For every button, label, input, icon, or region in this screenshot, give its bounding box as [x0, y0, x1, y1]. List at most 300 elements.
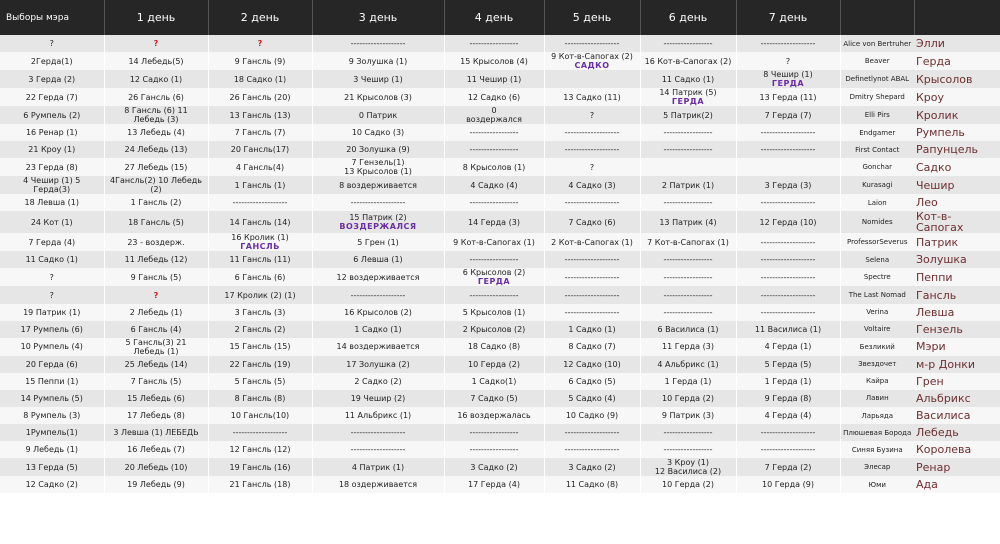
vote-text: 2Герда(1): [30, 56, 73, 66]
vote-cell: [312, 194, 444, 211]
vote-cell: [544, 52, 640, 70]
vote-text: 10 Герда (2): [662, 480, 714, 490]
vote-cell: [208, 373, 312, 390]
vote-text: -------------------: [564, 145, 620, 155]
vote-cell: [640, 424, 736, 441]
vote-cell: [736, 70, 840, 88]
vote-text: -------------------: [760, 255, 816, 265]
vote-text: -----------------: [469, 445, 519, 455]
vote-cell: [312, 338, 444, 356]
vote-text: 25 Лебедь (14): [124, 359, 188, 369]
header-row: [0, 0, 1000, 35]
vote-text: 13 Гансль (13): [229, 110, 291, 120]
vote-text: -------------------: [564, 128, 620, 138]
vote-cell: [640, 88, 736, 106]
vote-cell: [640, 373, 736, 390]
player-nick: Плюшевая Борода: [840, 424, 914, 441]
vote-cell: [208, 286, 312, 303]
vote-cell: [736, 141, 840, 158]
vote-cell: [640, 338, 736, 356]
vote-cell: [208, 211, 312, 233]
vote-text: 12 Садко (2): [25, 480, 78, 490]
player-role: Лео: [914, 194, 1000, 211]
vote-cell: [0, 476, 104, 493]
vote-cell: [544, 321, 640, 338]
vote-cell: [640, 158, 736, 176]
vote-text: 24 Лебедь (13): [124, 145, 188, 155]
vote-text: 7 Герда (2): [764, 462, 812, 472]
vote-text: ?: [153, 290, 159, 300]
table-row: [0, 268, 1000, 286]
vote-text: 9 Гансль (9): [234, 56, 286, 66]
vote-cell: [0, 106, 104, 124]
vote-text: 8 Крысолов (1): [462, 162, 526, 172]
vote-text: 4 Герда (1): [764, 342, 812, 352]
vote-cell: [736, 88, 840, 106]
player-nick: Elli Pirs: [840, 106, 914, 124]
vote-cell: [208, 268, 312, 286]
header-role: [914, 0, 1000, 35]
vote-cell: [0, 441, 104, 458]
vote-text: 3 Кроу (1): [667, 458, 709, 468]
table-row: [0, 70, 1000, 88]
vote-text: -----------------: [663, 272, 713, 282]
vote-text: САДКО: [574, 61, 610, 71]
vote-text: ?: [785, 56, 791, 66]
vote-text: 17 Румпель (6): [20, 324, 83, 334]
player-nick: Юми: [840, 476, 914, 493]
vote-text: 14 Румпель (5): [20, 393, 83, 403]
vote-cell: [0, 424, 104, 441]
vote-cell: [312, 373, 444, 390]
vote-cell: [444, 441, 544, 458]
vote-text: 4 Герда (4): [764, 411, 812, 421]
vote-cell: [544, 373, 640, 390]
table-row: [0, 407, 1000, 424]
vote-cell: [640, 251, 736, 268]
vote-cell: [208, 233, 312, 251]
vote-cell: [444, 424, 544, 441]
vote-text: 7 Садко (6): [568, 217, 616, 227]
vote-text: 20 Герда (6): [25, 359, 78, 369]
vote-text: 10 Герда (2): [662, 393, 714, 403]
vote-text: ?: [589, 110, 595, 120]
table-row: [0, 124, 1000, 141]
vote-text: 18 Садко (1): [233, 74, 287, 84]
vote-text: ГЕРДА: [671, 97, 705, 107]
vote-text: 18 Садко (8): [467, 342, 521, 352]
vote-text: 6 Василиса (1): [657, 324, 719, 334]
table-row: [0, 158, 1000, 176]
vote-cell: [444, 88, 544, 106]
vote-cell: [208, 88, 312, 106]
vote-cell: [736, 233, 840, 251]
vote-text: 1 Садко (1): [568, 324, 616, 334]
vote-cell: [0, 304, 104, 321]
vote-cell: [312, 158, 444, 176]
header-day-1: 1 день: [104, 0, 208, 35]
vote-cell: [104, 35, 208, 52]
vote-text: Лебедь (3): [133, 115, 179, 125]
table-row: [0, 390, 1000, 407]
player-role: Ренар: [914, 458, 1000, 476]
vote-text: 9 Патрик (3): [661, 411, 715, 421]
vote-text: 10 Садко (9): [565, 411, 619, 421]
vote-text: -------------------: [350, 445, 406, 455]
vote-text: 2 Крысолов (2): [462, 324, 526, 334]
vote-cell: [544, 251, 640, 268]
vote-cell: [0, 70, 104, 88]
player-role: м-р Донки: [914, 356, 1000, 373]
vote-text: 14 Герда (3): [468, 217, 520, 227]
vote-text: -----------------: [469, 145, 519, 155]
vote-cell: [736, 458, 840, 476]
vote-text: 6 Крысолов (2): [462, 268, 526, 278]
vote-cell: [444, 251, 544, 268]
table-row: [0, 106, 1000, 124]
table-row: [0, 338, 1000, 356]
vote-cell: [640, 356, 736, 373]
vote-text: 4 Садко (4): [470, 180, 518, 190]
vote-cell: [104, 106, 208, 124]
vote-cell: [104, 321, 208, 338]
vote-text: 21 Кроу (1): [28, 145, 76, 155]
vote-text: 16 Кот-в-Сапогах (2): [644, 56, 732, 66]
vote-text: 13 Крысолов (1): [344, 167, 412, 177]
vote-cell: [736, 158, 840, 176]
vote-cell: [544, 176, 640, 194]
vote-cell: [104, 141, 208, 158]
vote-text: 15 Гансль (15): [229, 342, 291, 352]
vote-text: -------------------: [564, 445, 620, 455]
vote-cell: [640, 141, 736, 158]
player-nick: Звездочет: [840, 356, 914, 373]
player-nick: Definetlynot ABAL: [840, 70, 914, 88]
vote-cell: [0, 211, 104, 233]
vote-cell: [104, 70, 208, 88]
vote-cell: [444, 476, 544, 493]
vote-text: 2 Садко (2): [354, 376, 402, 386]
player-role: Чешир: [914, 176, 1000, 194]
vote-cell: [104, 286, 208, 303]
vote-cell: [544, 338, 640, 356]
table-row: [0, 251, 1000, 268]
vote-cell: [640, 321, 736, 338]
vote-text: 22 Гансль (19): [229, 359, 291, 369]
header-day-3: 3 день: [312, 0, 444, 35]
vote-text: 4 Гансль(4): [235, 162, 285, 172]
vote-cell: [444, 407, 544, 424]
vote-text: (2): [150, 185, 162, 195]
vote-text: -------------------: [350, 39, 406, 49]
vote-cell: [208, 141, 312, 158]
vote-text: ГЕРДА: [771, 79, 805, 89]
player-role: Крысолов: [914, 70, 1000, 88]
vote-text: 8 воздерживается: [339, 180, 417, 190]
vote-text: -----------------: [663, 39, 713, 49]
vote-text: 1 Герда (1): [764, 376, 812, 386]
vote-text: -------------------: [232, 428, 288, 438]
vote-cell: [736, 338, 840, 356]
vote-text: 1 Гансль (2): [130, 198, 182, 208]
vote-text: 4 Чешир (1) 5: [23, 176, 81, 186]
vote-cell: [640, 106, 736, 124]
vote-text: 6 Садко (5): [568, 376, 616, 386]
vote-text: 11 Садко (8): [565, 480, 619, 490]
vote-text: 13 Герда (5): [25, 462, 78, 472]
vote-text: -----------------: [469, 290, 519, 300]
vote-cell: [736, 268, 840, 286]
player-nick: Лавин: [840, 390, 914, 407]
vote-cell: [312, 286, 444, 303]
header-nick: [840, 0, 914, 35]
vote-cell: [208, 338, 312, 356]
vote-text: 2 Кот-в-Сапогах (1): [551, 237, 633, 247]
vote-text: 5 Герда (5): [764, 359, 812, 369]
player-nick: Laion: [840, 194, 914, 211]
player-nick: Безликий: [840, 338, 914, 356]
vote-cell: [0, 251, 104, 268]
vote-cell: [104, 304, 208, 321]
vote-text: ?: [49, 290, 54, 300]
vote-text: 8 Чешир (1): [763, 70, 813, 80]
vote-cell: [104, 52, 208, 70]
vote-text: 5 Грен (1): [357, 237, 399, 247]
vote-cell: [444, 158, 544, 176]
vote-cell: [544, 441, 640, 458]
vote-text: 3 Герда (3): [764, 180, 812, 190]
vote-text: -----------------: [663, 255, 713, 265]
vote-cell: [0, 88, 104, 106]
vote-cell: [312, 407, 444, 424]
vote-text: 21 Гансль (18): [229, 480, 291, 490]
table-row: [0, 373, 1000, 390]
vote-text: -------------------: [350, 198, 406, 208]
vote-text: -------------------: [760, 272, 816, 282]
vote-cell: [640, 476, 736, 493]
player-nick: Кайра: [840, 373, 914, 390]
vote-text: 26 Гансль (6): [128, 92, 184, 102]
vote-cell: [736, 286, 840, 303]
vote-text: 2 Лебедь (1): [129, 307, 183, 317]
vote-cell: [444, 233, 544, 251]
vote-text: 14 Гансль (14): [229, 217, 291, 227]
vote-cell: [544, 356, 640, 373]
vote-text: 24 Кот (1): [30, 217, 73, 227]
vote-text: 2 Патрик (1): [661, 180, 715, 190]
vote-text: 23 - воздерж.: [127, 237, 185, 247]
vote-text: 1 Садко(1): [471, 376, 517, 386]
vote-text: 3 Садко (2): [568, 462, 616, 472]
vote-text: -------------------: [760, 145, 816, 155]
vote-text: 7 Герда (4): [28, 237, 76, 247]
vote-cell: [640, 124, 736, 141]
player-nick: Ларьяда: [840, 407, 914, 424]
vote-text: ?: [153, 39, 159, 49]
vote-cell: [640, 441, 736, 458]
vote-cell: [736, 356, 840, 373]
vote-cell: [312, 88, 444, 106]
vote-text: 16 воздержалась: [457, 411, 531, 421]
vote-cell: [208, 390, 312, 407]
vote-cell: [640, 194, 736, 211]
player-nick: ProfessorSeverus: [840, 233, 914, 251]
vote-cell: [0, 35, 104, 52]
vote-text: -------------------: [760, 290, 816, 300]
vote-text: 17 Золушка (2): [346, 359, 410, 369]
player-role: Василиса: [914, 407, 1000, 424]
vote-text: 12 Садко (6): [467, 92, 521, 102]
vote-cell: [444, 52, 544, 70]
vote-text: 9 Кот-в-Сапогах (2): [551, 52, 633, 62]
player-nick: Beaver: [840, 52, 914, 70]
vote-cell: [208, 52, 312, 70]
vote-cell: [104, 458, 208, 476]
vote-cell: [0, 321, 104, 338]
vote-cell: [208, 106, 312, 124]
table-body: [0, 35, 1000, 493]
player-nick: The Last Nomad: [840, 286, 914, 303]
vote-cell: [544, 211, 640, 233]
player-role: Гензель: [914, 321, 1000, 338]
vote-cell: [312, 458, 444, 476]
vote-cell: [544, 233, 640, 251]
vote-text: 7 Гензель(1): [351, 158, 405, 168]
vote-cell: [0, 158, 104, 176]
vote-cell: [104, 373, 208, 390]
vote-text: 26 Гансль (20): [229, 92, 291, 102]
vote-text: 19 Лебедь (9): [127, 480, 185, 490]
vote-cell: [640, 268, 736, 286]
vote-cell: [736, 176, 840, 194]
vote-cell: [104, 356, 208, 373]
vote-text: 12 воздерживается: [336, 272, 420, 282]
vote-cell: [444, 304, 544, 321]
vote-text: 16 Ренар (1): [25, 128, 78, 138]
vote-cell: [104, 211, 208, 233]
vote-text: 9 Герда (8): [764, 393, 812, 403]
vote-cell: [0, 233, 104, 251]
vote-text: 18 Гансль (5): [128, 217, 184, 227]
vote-cell: [544, 106, 640, 124]
vote-text: 15 Пеппи (1): [25, 376, 79, 386]
vote-cell: [736, 407, 840, 424]
player-role: Пеппи: [914, 268, 1000, 286]
vote-text: 10 Герда (9): [762, 480, 814, 490]
vote-text: -----------------: [469, 198, 519, 208]
vote-text: 20 Лебедь (10): [124, 462, 188, 472]
vote-cell: [208, 158, 312, 176]
vote-text: 10 Румпель (4): [20, 342, 83, 352]
table-row: [0, 176, 1000, 194]
vote-cell: [544, 70, 640, 88]
vote-cell: [208, 407, 312, 424]
vote-text: 9 Золушка (1): [348, 56, 408, 66]
vote-cell: [444, 141, 544, 158]
vote-text: ГАНСЛЬ: [240, 242, 280, 252]
vote-cell: [736, 194, 840, 211]
vote-cell: [736, 321, 840, 338]
vote-text: 11 Садко (1): [661, 74, 715, 84]
player-nick: Verina: [840, 304, 914, 321]
vote-cell: [444, 356, 544, 373]
vote-text: 11 Василиса (1): [754, 324, 822, 334]
vote-text: 19 Гансль (16): [229, 462, 291, 472]
vote-text: -------------------: [564, 290, 620, 300]
vote-cell: [208, 424, 312, 441]
table-row: [0, 321, 1000, 338]
vote-text: 16 Лебедь (7): [127, 445, 185, 455]
vote-text: -----------------: [663, 290, 713, 300]
player-role: Герда: [914, 52, 1000, 70]
vote-cell: [444, 458, 544, 476]
vote-cell: [312, 321, 444, 338]
vote-text: Герда(3): [33, 185, 71, 195]
vote-text: 5 Патрик(2): [663, 110, 713, 120]
vote-text: 9 Кот-в-Сапогах (1): [453, 237, 535, 247]
vote-cell: [544, 35, 640, 52]
vote-text: -------------------: [760, 428, 816, 438]
vote-cell: [208, 476, 312, 493]
vote-text: 8 Румпель (3): [23, 411, 81, 421]
vote-text: -----------------: [469, 255, 519, 265]
vote-text: 11 Герда (3): [662, 342, 714, 352]
vote-cell: [0, 286, 104, 303]
vote-text: 1 Герда (1): [664, 376, 712, 386]
vote-cell: [312, 106, 444, 124]
vote-cell: [736, 106, 840, 124]
vote-text: -------------------: [760, 128, 816, 138]
vote-text: 17 Герда (4): [468, 480, 520, 490]
vote-text: 27 Лебедь (15): [124, 162, 188, 172]
vote-cell: [312, 424, 444, 441]
vote-cell: [736, 35, 840, 52]
vote-text: 7 Гансль (7): [234, 128, 286, 138]
vote-text: 7 Кот-в-Сапогах (1): [647, 237, 729, 247]
vote-cell: [444, 390, 544, 407]
table-row: [0, 304, 1000, 321]
vote-text: -------------------: [564, 272, 620, 282]
vote-cell: [640, 390, 736, 407]
vote-text: 7 Гансль (5): [130, 376, 182, 386]
vote-cell: [312, 304, 444, 321]
vote-cell: [640, 233, 736, 251]
vote-cell: [544, 407, 640, 424]
vote-text: 15 Крысолов (4): [460, 56, 528, 66]
header-elections: Выборы мэра: [0, 0, 104, 35]
player-nick: Элесар: [840, 458, 914, 476]
table-row: [0, 356, 1000, 373]
player-role: Кроу: [914, 88, 1000, 106]
vote-text: 10 Герда (2): [468, 359, 520, 369]
vote-cell: [104, 338, 208, 356]
player-nick: Dmitry Shepard: [840, 88, 914, 106]
vote-text: -----------------: [469, 128, 519, 138]
table-row: [0, 52, 1000, 70]
vote-text: 17 Кролик (2) (1): [224, 290, 296, 300]
vote-text: 4 Альбрикс (1): [657, 359, 719, 369]
player-role: Гансль: [914, 286, 1000, 303]
vote-text: 5 Гансль (5): [234, 376, 286, 386]
vote-cell: [544, 390, 640, 407]
vote-cell: [736, 390, 840, 407]
vote-text: 6 Гансль (4): [130, 324, 182, 334]
player-nick: Kurasagi: [840, 176, 914, 194]
vote-text: 8 Гансль (8): [234, 393, 286, 403]
vote-text: ?: [589, 162, 595, 172]
vote-text: ВОЗДЕРЖАЛСЯ: [339, 222, 417, 232]
vote-text: 4Гансль(2) 10 Лебедь: [110, 176, 202, 186]
